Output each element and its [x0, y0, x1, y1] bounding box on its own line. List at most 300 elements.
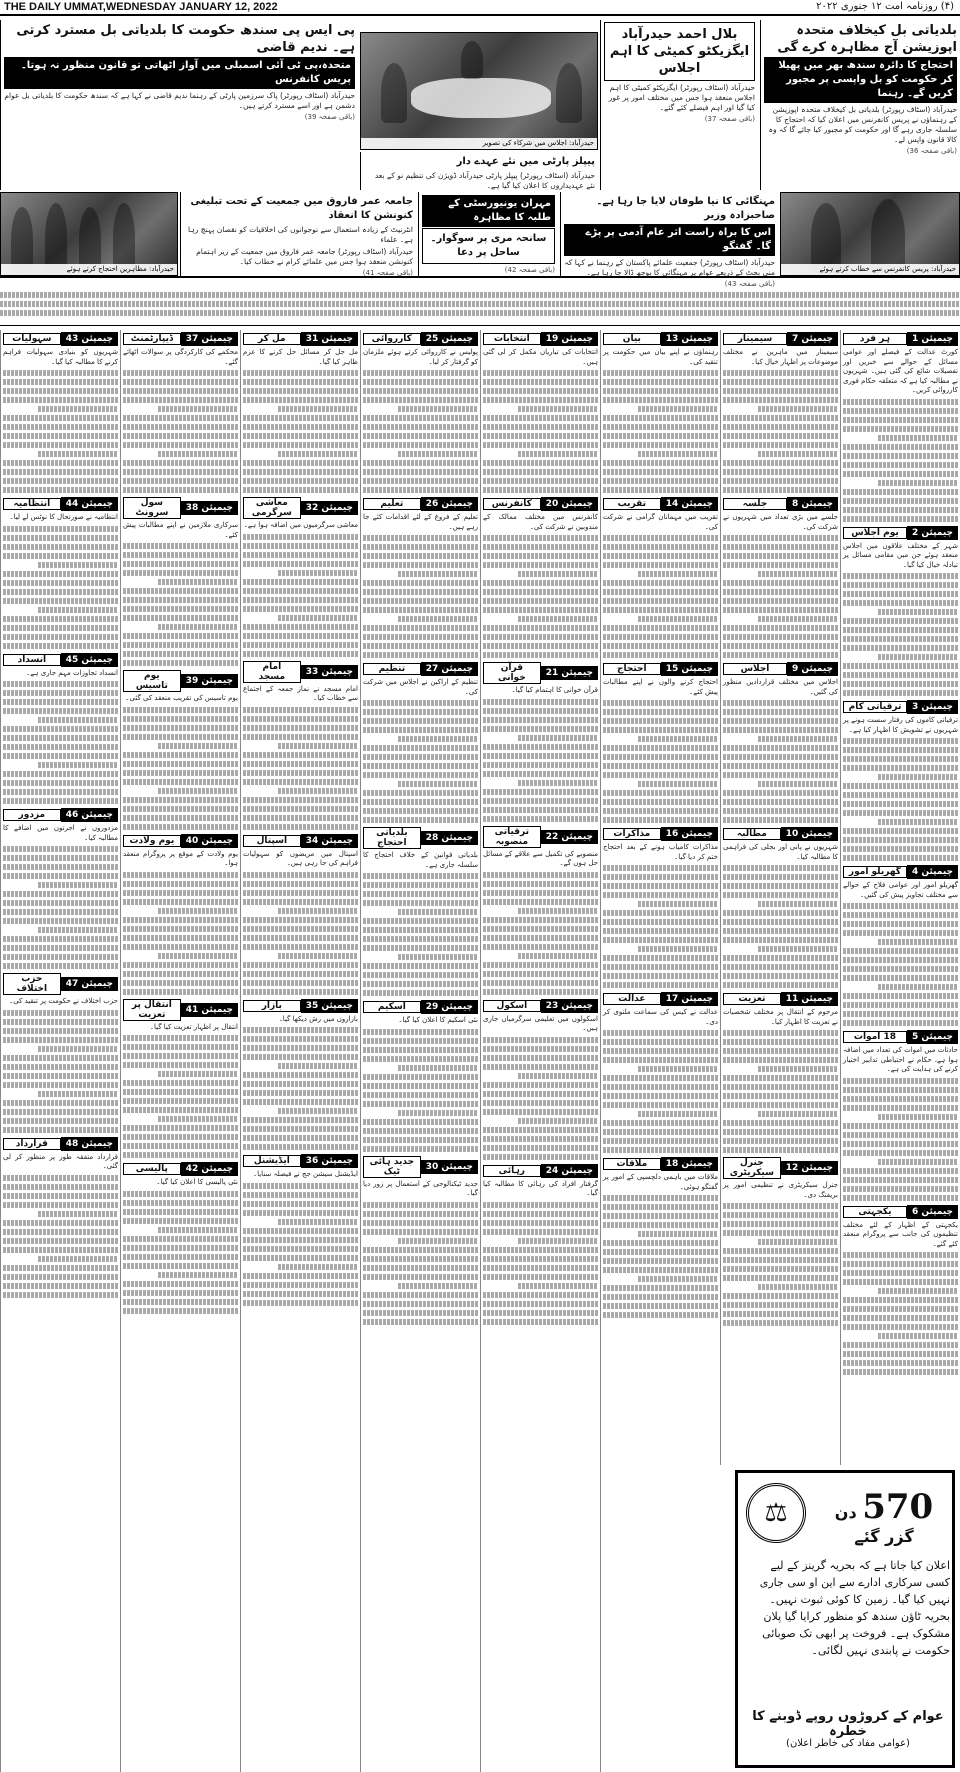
text-line [483, 1136, 598, 1142]
section-title: انسداد [3, 654, 61, 666]
text-line [638, 616, 719, 622]
text-line [3, 681, 118, 687]
section-header [603, 827, 718, 841]
section-header [3, 973, 118, 995]
text-line [603, 1129, 718, 1135]
text-line [3, 1127, 118, 1133]
text-line [243, 1291, 358, 1297]
text-line [3, 625, 118, 631]
text-line [123, 642, 238, 648]
section-text: عدالت نے کیس کی سماعت ملتوی کر دی۔ [603, 1008, 718, 1026]
text-line [843, 1002, 958, 1008]
news-section [483, 332, 598, 493]
news-section [603, 497, 718, 658]
section-number: چیمپئن 14 [661, 497, 718, 511]
text-line [243, 433, 358, 439]
section-title: قرآن خوانی [483, 662, 541, 684]
text-line [123, 1125, 238, 1131]
text-line [603, 487, 718, 493]
text-line [38, 1091, 119, 1097]
person-shape [871, 199, 905, 273]
text-line [483, 1082, 598, 1088]
text-line [243, 442, 358, 448]
text-line [723, 1266, 838, 1272]
text-line [243, 642, 358, 648]
text-line [363, 936, 478, 942]
text-line [723, 964, 838, 970]
news-section [723, 662, 838, 823]
text-line [843, 1351, 958, 1357]
text-line [3, 846, 118, 852]
text-line [278, 406, 359, 412]
news-section [3, 497, 118, 649]
text-line [483, 634, 598, 640]
text-line [243, 1237, 358, 1243]
text-line [363, 478, 478, 484]
text-line [723, 1212, 838, 1218]
text-line [363, 553, 478, 559]
news-column [360, 330, 480, 1772]
text-line [243, 579, 358, 585]
text-line [123, 899, 238, 905]
text-line [363, 817, 478, 823]
text-line [123, 1281, 238, 1287]
news-section [243, 661, 358, 830]
text-line [3, 1283, 118, 1289]
text-line [723, 415, 838, 421]
text-line [758, 1066, 839, 1072]
text-line [278, 788, 359, 794]
text-line [603, 718, 718, 724]
news-section [843, 700, 958, 861]
text-line [363, 1301, 478, 1307]
text-line [278, 908, 359, 914]
text-line [243, 935, 358, 941]
text-line [723, 1129, 838, 1135]
ad-tagline: عوام کے کروڑوں روپے ڈوبنے کا خطرہ [752, 1709, 944, 1739]
text-line [638, 451, 719, 457]
text-line [243, 370, 358, 376]
section-header [603, 992, 718, 1006]
section-text: حادثات میں اموات کی تعداد میں اضافہ ہوا ہے، حکام نے احتیاطی تدابیر اختیار کرنے کی ہدایت کی ہے۔ [843, 1046, 958, 1073]
text-line [243, 460, 358, 466]
text-line [483, 926, 598, 932]
section-text: اسپتال میں مریضوں کو سہولیات فراہم کی جا رہی ہیں۔ [243, 849, 358, 867]
section-text: مرحوم کے انتقال پر مختلف شخصیات نے تعزیت کا اظہار کیا۔ [723, 1008, 838, 1026]
section-title: مذاکرات [603, 828, 661, 840]
text-line [243, 1273, 358, 1279]
news-section [723, 1157, 838, 1326]
news-section [3, 808, 118, 969]
section-header [243, 999, 358, 1013]
text-line [843, 618, 958, 624]
text-line [243, 1036, 358, 1042]
story-continued: (باقی صفحہ 42) [504, 266, 555, 274]
text-line [603, 772, 718, 778]
text-line [723, 487, 838, 493]
news-section [723, 332, 838, 493]
person-shape [113, 203, 135, 273]
text-line [483, 881, 598, 887]
text-line [243, 1072, 358, 1078]
text-line [723, 865, 838, 871]
text-line [243, 1027, 358, 1033]
story-executive-committee [600, 20, 758, 190]
text-line [483, 598, 598, 604]
text-line [483, 652, 598, 658]
text-line [123, 606, 238, 612]
text-line [363, 882, 478, 888]
text-line [243, 1210, 358, 1216]
section-number: چیمپئن 25 [421, 332, 478, 346]
story-inflation [560, 192, 778, 288]
text-line [723, 433, 838, 439]
text-line [123, 1098, 238, 1104]
text-line [843, 810, 958, 816]
text-line [843, 993, 958, 999]
text-line [3, 690, 118, 696]
section-title: بلدیاتی احتجاج [363, 827, 421, 849]
text-line [243, 379, 358, 385]
news-section [363, 662, 478, 823]
text-line [243, 597, 358, 603]
text-line [123, 1035, 238, 1041]
text-line [518, 616, 599, 622]
text-line [363, 379, 478, 385]
text-line [123, 397, 238, 403]
text-line [123, 1062, 238, 1068]
text-line [243, 824, 358, 830]
text-line [363, 625, 478, 631]
section-header [243, 1154, 358, 1168]
text-line [603, 937, 718, 943]
text-line [3, 918, 118, 924]
photo-caption: حیدرآباد: اجلاس میں شرکاء کی تصویر [361, 138, 597, 149]
news-section [603, 1157, 718, 1318]
text-line [363, 1274, 478, 1280]
text-line [483, 1220, 598, 1226]
story-headline: جامعہ عمر فاروق میں جمعیت کے تحت تبلیغی کنونشن کا انعقاد [190, 196, 413, 221]
text-line [243, 881, 358, 887]
text-line [483, 771, 598, 777]
text-line [843, 573, 958, 579]
story-ppp-office-bearers [360, 152, 598, 190]
text-line [843, 1279, 958, 1285]
text-line [3, 1019, 118, 1025]
section-number: چیمپئن 3 [907, 700, 958, 714]
text-line [603, 1093, 718, 1099]
text-line [3, 634, 118, 640]
story-body: حیدرآباد (اسٹاف رپورٹر) پیپلز پارٹی حیدرآباد ڈویژن کی تنظیم نو کے بعد نئے عہدیداروں کا اعلان کیا گیا ہے۔ [374, 171, 595, 190]
text-line [363, 1310, 478, 1316]
text-line [723, 919, 838, 925]
ad-body: اعلان کیا جاتا ہے کہ بحریہ گرینز کے لیے کسی سرکاری ادارے سے این او سی جاری نہیں کیا گیا۔ زمین کا کوئی ثبوت نہیں۔ بحریہ ٹاؤن سندھ کو منظور کرایا گیا پلان مشکوک ہے۔ فروخت پر ابھی تک صوبائی حکومت نے پابندی نہیں لگائی۔ [759, 1559, 950, 1657]
text-line [483, 872, 598, 878]
text-line [243, 487, 358, 493]
text-line [603, 1249, 718, 1255]
section-title: مل کر [243, 333, 301, 345]
section-text: بازاروں میں رش دیکھا گیا۔ [278, 1014, 358, 1023]
text-line [723, 1275, 838, 1281]
text-line [843, 591, 958, 597]
text-line [843, 1087, 958, 1093]
text-line [603, 1075, 718, 1081]
text-line [518, 1118, 599, 1124]
section-title: اجلاس [723, 663, 787, 675]
bahria-advertisement [735, 1470, 955, 1768]
news-section [603, 827, 718, 988]
text-line [123, 478, 238, 484]
text-line [603, 442, 718, 448]
text-line [843, 444, 958, 450]
text-line [363, 469, 478, 475]
text-line [123, 1053, 238, 1059]
text-line [603, 388, 718, 394]
text-line [123, 633, 238, 639]
section-title: تعلیم [363, 498, 421, 510]
section-number: چیمپئن 21 [541, 666, 598, 680]
story-continued: (باقی صفحہ 43) [724, 280, 775, 288]
section-text: یوم ولادت کے موقع پر پروگرام منعقد ہوا۔ [123, 849, 238, 867]
text-line [603, 865, 718, 871]
text-line [3, 798, 118, 804]
news-section [363, 1156, 478, 1325]
section-text: تقریب میں مہمانان گرامی نے شرکت کی۔ [603, 513, 718, 531]
text-line [123, 469, 238, 475]
story-body: حیدرآباد (اسٹاف رپورٹر) پاک سرزمین پارٹی کے رہنما ندیم قاضی نے کہا ہے کہ سندھ حکومت کا بلدیاتی بل عوام دشمن ہے اور اسے مسترد کرتے ہیں۔ [4, 91, 355, 110]
text-line [723, 790, 838, 796]
text-line [3, 1028, 118, 1034]
section-title: گھریلو امور [843, 866, 907, 878]
section-text: محکمے کی کارکردگی پر سوالات اٹھائے گئے۔ [123, 348, 238, 366]
text-line [363, 397, 478, 403]
text-line [483, 1145, 598, 1151]
story-subhead: احتجاج کا دائرہ سندھ بھر میں پھیلا کر حکومت کو بل واپسی پر مجبور کریں گے۔ رہنما [764, 57, 957, 103]
section-header [123, 497, 238, 519]
text-line [158, 788, 239, 794]
person-shape [461, 41, 483, 79]
text-line [243, 716, 358, 722]
text-line [123, 1236, 238, 1242]
section-header [3, 332, 118, 346]
text-line [3, 1229, 118, 1235]
section-number: چیمپئن 45 [61, 653, 118, 667]
text-line [603, 460, 718, 466]
text-line [3, 900, 118, 906]
text-line [243, 1081, 358, 1087]
news-section [843, 526, 958, 697]
text-line [243, 478, 358, 484]
text-line [243, 917, 358, 923]
person-shape [556, 63, 582, 123]
text-line [3, 936, 118, 942]
story-headline: پی ایس پی سندھ حکومت کا بلدیاتی بل مسترد کرتی ہے۔ ندیم قاضی [16, 23, 355, 55]
text-line [843, 1141, 958, 1147]
text-line [3, 1202, 118, 1208]
story-subhead: اس کا براہ راست اثر عام آدمی پر پڑے گا۔ گفتگو [564, 224, 775, 256]
text-line [243, 944, 358, 950]
text-line [723, 442, 838, 448]
section-header [843, 526, 958, 540]
text-line [123, 1143, 238, 1149]
news-section [123, 497, 238, 666]
section-title: انتخابات [483, 333, 541, 345]
section-text: جنرل سیکریٹری نے تنظیمی امور پر بریفنگ دی۔ [723, 1181, 838, 1199]
section-text: مزدوروں نے اجرتوں میں اضافے کا مطالبہ کیا۔ [3, 824, 118, 842]
text-line [123, 1200, 238, 1206]
text-line [483, 1127, 598, 1133]
text-line [518, 1238, 599, 1244]
text-line [38, 562, 119, 568]
text-line [483, 962, 598, 968]
news-section [3, 1137, 118, 1298]
text-line [483, 1301, 598, 1307]
text-line [243, 770, 358, 776]
text-line [603, 1048, 718, 1054]
text-line [363, 652, 478, 658]
text-line [483, 1319, 598, 1325]
text-line [603, 799, 718, 805]
text-line [158, 406, 239, 412]
text-line [843, 471, 958, 477]
text-line [3, 1220, 118, 1226]
section-text: سیمینار میں ماہرین نے مختلف موضوعات پر اظہار خیال کیا۔ [723, 348, 838, 366]
text-line [0, 301, 960, 307]
section-header [3, 497, 118, 511]
text-line [243, 1126, 358, 1132]
text-line [483, 807, 598, 813]
text-line [243, 1054, 358, 1060]
section-header [843, 1205, 958, 1219]
text-line [843, 582, 958, 588]
text-line [723, 883, 838, 889]
text-line [38, 1046, 119, 1052]
text-line [3, 780, 118, 786]
text-line [723, 892, 838, 898]
news-section [603, 662, 718, 823]
section-title: ترقیاتی کام [843, 701, 907, 713]
section-header [843, 700, 958, 714]
text-line [483, 1274, 598, 1280]
section-number: چیمپئن 40 [181, 834, 238, 848]
text-line [363, 433, 478, 439]
text-line [638, 1276, 719, 1282]
text-line [843, 1360, 958, 1366]
text-line [363, 990, 478, 996]
text-line [123, 935, 238, 941]
text-line [483, 816, 598, 822]
text-line [158, 1071, 239, 1077]
news-section [363, 332, 478, 493]
section-text: انتقال پر اظہار تعزیت کیا گیا۔ [149, 1022, 238, 1031]
news-section [723, 827, 838, 988]
news-column [480, 330, 600, 1772]
news-section [3, 653, 118, 805]
text-line [363, 487, 478, 493]
section-title: پالیسی [123, 1163, 181, 1175]
text-line [723, 1221, 838, 1227]
text-line [518, 451, 599, 457]
text-line [243, 1135, 358, 1141]
text-line [123, 1209, 238, 1215]
section-title: عدالت [603, 993, 661, 1005]
section-title: اسکول [483, 1000, 541, 1012]
section-header [603, 497, 718, 511]
text-line [723, 1257, 838, 1263]
section-title: بیان [603, 333, 661, 345]
section-header [123, 1162, 238, 1176]
text-line [603, 535, 718, 541]
text-line [603, 433, 718, 439]
text-line [843, 1261, 958, 1267]
text-line [723, 754, 838, 760]
text-line [243, 779, 358, 785]
section-title: انتظامیہ [3, 498, 61, 510]
text-line [243, 543, 358, 549]
text-line [278, 1063, 359, 1069]
text-line [3, 945, 118, 951]
section-number: چیمپئن 28 [421, 831, 478, 845]
text-line [603, 1294, 718, 1300]
person-shape [45, 203, 67, 273]
text-line [243, 552, 358, 558]
text-line [723, 1075, 838, 1081]
text-line [363, 709, 478, 715]
text-line [123, 543, 238, 549]
text-line [363, 1211, 478, 1217]
text-line [398, 451, 479, 457]
text-line [483, 789, 598, 795]
text-line [723, 1030, 838, 1036]
text-line [723, 937, 838, 943]
section-header [723, 332, 838, 346]
text-line [723, 1048, 838, 1054]
section-title: یکجہتی [843, 1206, 907, 1218]
text-line [483, 1211, 598, 1217]
text-line [518, 571, 599, 577]
text-line [3, 487, 118, 493]
text-line [158, 743, 239, 749]
protest-photo [0, 192, 178, 276]
text-line [758, 901, 839, 907]
text-line [843, 681, 958, 687]
section-header [363, 1156, 478, 1178]
text-line [483, 1247, 598, 1253]
section-number: چیمپئن 31 [301, 332, 358, 346]
text-line [483, 1202, 598, 1208]
section-text: یوم تاسیس کی تقریب منعقد کی گئی۔ [125, 694, 238, 702]
text-line [123, 797, 238, 803]
text-line [878, 774, 959, 780]
text-line [278, 1264, 359, 1270]
text-line [363, 1265, 478, 1271]
text-line [3, 544, 118, 550]
section-title: رہائی [483, 1165, 541, 1177]
text-line [723, 379, 838, 385]
text-line [483, 971, 598, 977]
text-line [38, 927, 119, 933]
text-line [243, 707, 358, 713]
section-title: ترقیاتی منصوبہ [483, 826, 541, 848]
text-line [278, 1108, 359, 1114]
text-line [483, 899, 598, 905]
text-line [363, 1128, 478, 1134]
text-line [123, 1089, 238, 1095]
text-line [363, 745, 478, 751]
news-section [123, 332, 238, 493]
section-text: امام مسجد نے نماز جمعہ کے اجتماع سے خطاب کیا۔ [243, 684, 358, 702]
text-line [483, 753, 598, 759]
